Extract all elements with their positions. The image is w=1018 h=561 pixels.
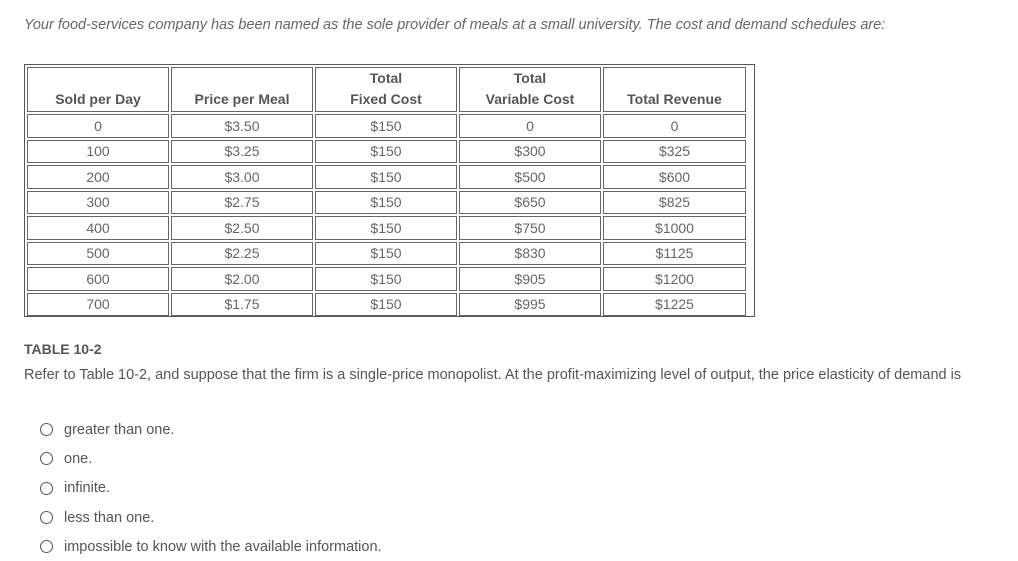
table-cell: $150	[315, 293, 457, 317]
table-cell: $150	[315, 165, 457, 189]
table-cell: $995	[459, 293, 601, 317]
table-cell: $150	[315, 140, 457, 164]
table-cell: $2.75	[171, 191, 313, 215]
header-total-fixed-cost: Total Fixed Cost	[315, 67, 457, 112]
table-cell: 0	[603, 114, 746, 138]
radio-button[interactable]	[40, 540, 53, 553]
table-cell: 0	[27, 114, 169, 138]
table-cell: 100	[27, 140, 169, 164]
table-cell: $600	[603, 165, 746, 189]
table-cell: 400	[27, 216, 169, 240]
header-total-revenue: Total Revenue	[603, 67, 746, 112]
table-cell: $825	[603, 191, 746, 215]
table-header-row	[27, 67, 746, 112]
header-price-per-meal: Price per Meal	[171, 67, 313, 112]
table-cell: $1.75	[171, 293, 313, 317]
table-cell: 0	[459, 114, 601, 138]
header-sold-per-day: Sold per Day	[27, 67, 169, 112]
table-cell: $1200	[603, 267, 746, 291]
table-cell: 700	[27, 293, 169, 317]
table-cell: 300	[27, 191, 169, 215]
table-cell: $3.00	[171, 165, 313, 189]
option-label[interactable]: less than one.	[64, 509, 155, 526]
table-cell: $1225	[603, 293, 746, 317]
table-row	[27, 140, 746, 164]
option-label[interactable]: impossible to know with the available information.	[64, 538, 382, 555]
table-cell: $2.00	[171, 267, 313, 291]
answer-options	[40, 415, 382, 561]
radio-button[interactable]	[40, 511, 53, 524]
question-text: Refer to Table 10-2, and suppose that the firm is a single-price monopolist. At the profit-maximizing level of output, the price elasticity of demand is	[24, 367, 962, 383]
option-label[interactable]: greater than one.	[64, 421, 175, 438]
table-cell: $150	[315, 114, 457, 138]
table-cell: $500	[459, 165, 601, 189]
radio-button[interactable]	[40, 482, 53, 495]
answer-option[interactable]	[40, 415, 382, 444]
radio-button[interactable]	[40, 423, 53, 436]
table-row	[27, 165, 746, 189]
answer-option[interactable]	[40, 532, 382, 561]
table-row	[27, 293, 746, 317]
table-cell: $905	[459, 267, 601, 291]
answer-option[interactable]	[40, 503, 382, 532]
radio-button[interactable]	[40, 452, 53, 465]
table-cell: $300	[459, 140, 601, 164]
table-cell: 200	[27, 165, 169, 189]
option-label[interactable]: infinite.	[64, 480, 110, 497]
answer-option[interactable]	[40, 444, 382, 473]
table-cell: $325	[603, 140, 746, 164]
option-label[interactable]: one.	[64, 450, 93, 467]
table-row	[27, 216, 746, 240]
table-cell: $150	[315, 267, 457, 291]
table-row	[27, 242, 746, 266]
table-cell: $150	[315, 216, 457, 240]
table-cell: $150	[315, 191, 457, 215]
table-cell: $1000	[603, 216, 746, 240]
table-cell: 600	[27, 267, 169, 291]
table-cell: $650	[459, 191, 601, 215]
table-cell: $3.50	[171, 114, 313, 138]
table-row	[27, 114, 746, 138]
table-cell: $3.25	[171, 140, 313, 164]
answer-option[interactable]	[40, 474, 382, 503]
intro-text: Your food-services company has been named as the sole provider of meals at a small university. The cost and demand schedules are:	[24, 17, 886, 33]
schedule-table	[25, 65, 748, 318]
table-cell: $2.50	[171, 216, 313, 240]
table-label: TABLE 10-2	[24, 341, 102, 357]
table-row	[27, 267, 746, 291]
table-cell: $750	[459, 216, 601, 240]
header-total-variable-cost: Total Variable Cost	[459, 67, 601, 112]
table-cell: $2.25	[171, 242, 313, 266]
table-cell: $1125	[603, 242, 746, 266]
table-row	[27, 191, 746, 215]
table-cell: 500	[27, 242, 169, 266]
table-cell: $830	[459, 242, 601, 266]
table-cell: $150	[315, 242, 457, 266]
